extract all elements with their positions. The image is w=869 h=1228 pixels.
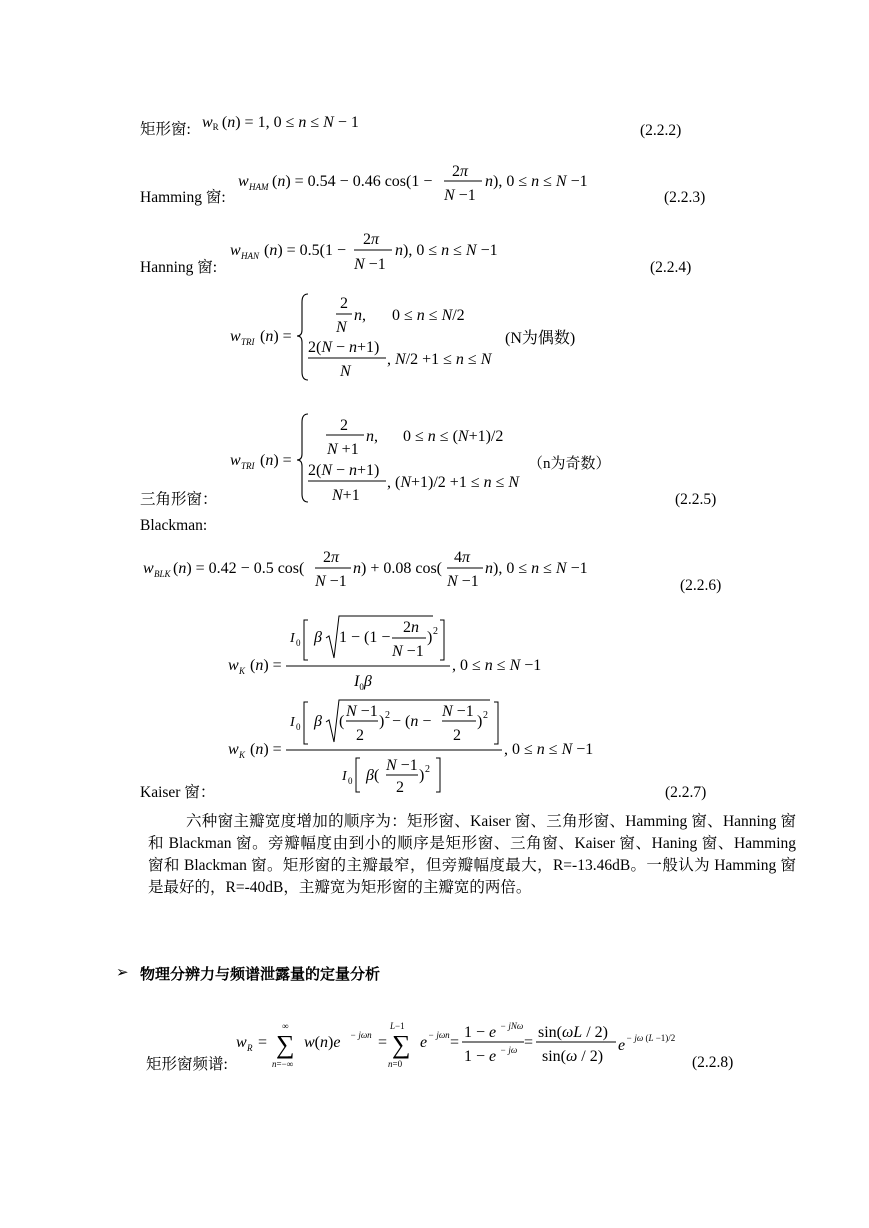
svg-text:2: 2	[425, 764, 430, 775]
svg-text:I: I	[290, 715, 295, 730]
svg-text:− jω (L −1)/2: − jω (L −1)/2	[626, 1033, 676, 1043]
eq-number-2-2-2: (2.2.2)	[640, 122, 682, 139]
svg-text:∑: ∑	[276, 1030, 295, 1059]
svg-text:N −1: N −1	[392, 643, 424, 660]
svg-text:2π: 2π	[363, 231, 380, 248]
svg-text:=: =	[450, 1034, 460, 1051]
svg-text:(n) =: (n) =	[250, 657, 282, 674]
svg-text:0: 0	[296, 638, 301, 648]
kaiser-window-label: Kaiser 窗：	[140, 784, 216, 801]
svg-text:w: w	[143, 560, 154, 577]
svg-text:, 0 ≤ n ≤ N −1: , 0 ≤ n ≤ N −1	[504, 741, 594, 758]
svg-text:I: I	[290, 631, 295, 646]
svg-text:(n) = 0.54 − 0.46 cos(1 −: (n) = 0.54 − 0.46 cos(1 −	[272, 173, 433, 190]
svg-text:β: β	[314, 713, 322, 730]
svg-text:n) + 0.08 cos(: n) + 0.08 cos(	[353, 560, 443, 577]
svg-text:R: R	[247, 1043, 253, 1053]
svg-text:): )	[379, 713, 385, 730]
comparison-paragraph: 六种窗主瓣宽度增加的顺序为：矩形窗、Kaiser 窗、三角形窗、Hamming 窗、Hanning 窗和 Blackman 窗。旁瓣幅度由到小的顺序是矩形窗、三角窗、Kaiser 窗、Haning 窗、Hamming 窗和 Blackman 窗。矩形窗的主瓣最窄，但旁瓣幅度最大，R=-13.46dB。一般认为 Hamming 窗是最好的，R=-40dB，主瓣宽为矩形窗的主瓣宽的两倍。	[148, 813, 796, 896]
section-heading: 物理分辨力与频谱泄露量的定量分析	[140, 965, 381, 983]
triangular-odd-formula	[230, 410, 540, 505]
eq-number-2-2-7: (2.2.7)	[665, 784, 707, 801]
svg-text:0: 0	[348, 776, 353, 786]
svg-text:sin(ω / 2): sin(ω / 2)	[542, 1048, 604, 1065]
svg-text:, (N+1)/2 +1 ≤ n ≤ N: , (N+1)/2 +1 ≤ n ≤ N	[387, 474, 520, 491]
svg-text:2(N − n+1): 2(N − n+1)	[308, 462, 380, 479]
svg-text:w: w	[228, 657, 239, 674]
kaiser-window-formula-2	[228, 694, 608, 796]
svg-text:β: β	[314, 629, 322, 646]
svg-text:): )	[419, 767, 425, 784]
svg-text:2: 2	[396, 779, 404, 796]
svg-text:, N/2 +1 ≤ n ≤ N: , N/2 +1 ≤ n ≤ N	[387, 351, 492, 368]
svg-text:4π: 4π	[454, 549, 471, 566]
svg-text:w: w	[228, 741, 239, 758]
svg-text:n), 0 ≤ n ≤ N −1: n), 0 ≤ n ≤ N −1	[485, 173, 588, 190]
svg-text:N: N	[336, 319, 347, 336]
hanning-window-label: Hanning 窗:	[140, 259, 218, 276]
triangular-even-formula	[230, 290, 530, 385]
svg-text:− jNω: − jNω	[500, 1021, 524, 1031]
svg-text:TRI: TRI	[241, 461, 255, 471]
svg-text:N +1: N +1	[327, 441, 359, 458]
svg-text:2: 2	[356, 727, 364, 744]
svg-text:N −1: N −1	[444, 187, 476, 204]
svg-text:β(: β(	[366, 767, 380, 784]
svg-text:w: w	[230, 242, 241, 259]
svg-text:w: w	[230, 452, 241, 469]
svg-text:): )	[427, 629, 433, 646]
svg-text:∞: ∞	[282, 1021, 289, 1031]
kaiser-window-formula-1	[228, 608, 608, 698]
svg-text:0 ≤ n ≤ N/2: 0 ≤ n ≤ N/2	[392, 307, 465, 324]
svg-text:N −1: N −1	[447, 573, 479, 590]
svg-text:w: w	[230, 328, 241, 345]
svg-text:N −1: N −1	[442, 703, 474, 720]
svg-text:w: w	[238, 173, 249, 190]
svg-text:− jωn: − jωn	[350, 1030, 372, 1040]
svg-text:(n) =: (n) =	[250, 741, 282, 758]
svg-text:K: K	[239, 750, 246, 760]
svg-text:2: 2	[340, 417, 348, 434]
svg-text:L−1: L−1	[390, 1021, 405, 1031]
svg-text:n,: n,	[366, 428, 378, 445]
hamming-window-label: Hamming 窗:	[140, 189, 226, 206]
svg-text:(n) =: (n) =	[260, 452, 292, 469]
svg-text:0: 0	[296, 722, 301, 732]
blackman-window-formula	[143, 540, 613, 592]
svg-text:N −1: N −1	[386, 757, 418, 774]
svg-text:(n) = 0.42 − 0.5 cos(: (n) = 0.42 − 0.5 cos(	[173, 560, 305, 577]
svg-text:HAM: HAM	[249, 182, 269, 192]
svg-text:2: 2	[385, 710, 390, 721]
svg-text:I0β: $I_0\beta$	[354, 673, 372, 692]
section-bullet-icon: ➢	[116, 963, 129, 981]
rect-spectrum-formula	[236, 1017, 696, 1077]
svg-text:− (n −: − (n −	[392, 713, 432, 730]
svg-text:N+1: N+1	[332, 487, 360, 504]
svg-text:HAN: HAN	[241, 251, 259, 261]
svg-text:n,: n,	[354, 307, 366, 324]
svg-text:2: 2	[340, 295, 348, 312]
svg-text:1 − e: 1 − e	[464, 1048, 497, 1065]
svg-text:e: e	[618, 1037, 626, 1054]
svg-text:N −1: N −1	[354, 256, 386, 273]
triangular-odd-note: （n为奇数）	[528, 456, 611, 472]
svg-text:n=−∞: n=−∞	[272, 1059, 294, 1069]
svg-text:=: =	[258, 1034, 268, 1051]
triangular-even-note: (N为偶数)	[505, 330, 576, 347]
svg-text:(: (	[339, 713, 345, 730]
svg-text:2: 2	[433, 626, 438, 637]
svg-text:2: 2	[453, 727, 461, 744]
blackman-window-label: Blackman:	[140, 517, 208, 534]
eq-number-2-2-4: (2.2.4)	[650, 259, 692, 276]
svg-text:− jω: − jω	[500, 1045, 518, 1055]
svg-text:, 0 ≤ n ≤ N −1: , 0 ≤ n ≤ N −1	[452, 657, 542, 674]
svg-text:(n) =: (n) =	[260, 328, 292, 345]
svg-text:=: =	[524, 1034, 534, 1051]
svg-text:1 − e: 1 − e	[464, 1024, 497, 1041]
svg-text:N −1: N −1	[315, 573, 347, 590]
svg-text:2: 2	[483, 710, 488, 721]
svg-text:2n: 2n	[403, 619, 419, 636]
svg-text:n=0: n=0	[388, 1059, 403, 1069]
hamming-window-formula	[238, 158, 618, 208]
svg-text:): )	[477, 713, 483, 730]
svg-text:K: K	[239, 666, 246, 676]
svg-text:sin(ωL / 2): sin(ωL / 2)	[538, 1024, 608, 1041]
svg-text:N: N	[340, 363, 351, 380]
svg-text:n), 0 ≤ n ≤ N −1: n), 0 ≤ n ≤ N −1	[485, 560, 588, 577]
eq-number-2-2-6: (2.2.6)	[680, 577, 722, 594]
svg-text:e: e	[420, 1034, 428, 1051]
svg-text:2π: 2π	[452, 163, 469, 180]
svg-text:N −1: N −1	[346, 703, 378, 720]
svg-text:w: w	[236, 1034, 247, 1051]
svg-text:(n) = 0.5(1 −: (n) = 0.5(1 −	[264, 242, 347, 259]
hanning-window-formula	[230, 225, 530, 275]
eq-number-2-2-5: (2.2.5)	[675, 491, 717, 508]
svg-text:w(n)e: w(n)e	[304, 1034, 341, 1051]
svg-text:BLK: BLK	[154, 569, 171, 579]
svg-text:1 − (1 −: 1 − (1 −	[339, 629, 391, 646]
svg-text:=: =	[378, 1034, 388, 1051]
svg-text:n), 0 ≤ n ≤ N −1: n), 0 ≤ n ≤ N −1	[395, 242, 498, 259]
eq-number-2-2-3: (2.2.3)	[664, 189, 706, 206]
svg-text:0 ≤ n ≤ (N+1)/2: 0 ≤ n ≤ (N+1)/2	[403, 428, 504, 445]
svg-text:TRI: TRI	[241, 337, 255, 347]
rect-window-formula: wR (n) = 1, 0 ≤ n ≤ N − 1	[202, 114, 359, 132]
svg-text:∑: ∑	[392, 1030, 411, 1059]
svg-text:2(N − n+1): 2(N − n+1)	[308, 339, 380, 356]
svg-text:I: I	[342, 769, 347, 784]
rect-window-label: 矩形窗:	[140, 121, 191, 138]
svg-text:2π: 2π	[323, 549, 340, 566]
rect-spectrum-label: 矩形窗频谱:	[146, 1056, 228, 1073]
svg-text:− jωn: − jωn	[428, 1030, 450, 1040]
triangular-window-label: 三角形窗：	[140, 491, 218, 508]
eq-number-2-2-8: (2.2.8)	[692, 1054, 734, 1071]
